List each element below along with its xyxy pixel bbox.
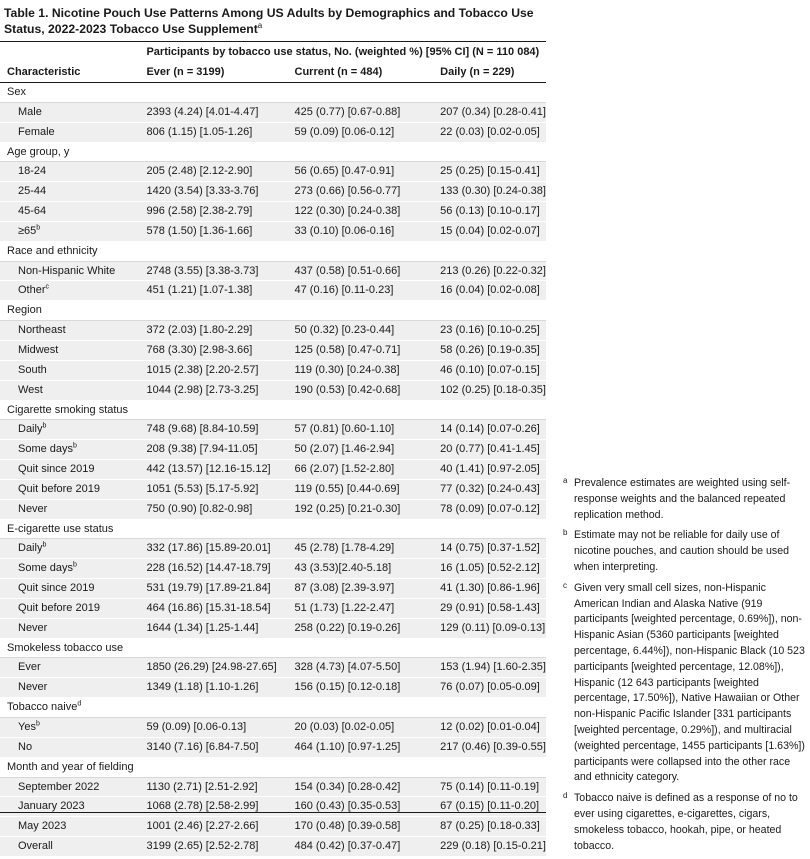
- section-row: [0, 638, 546, 658]
- row-label-text: 25-44: [18, 185, 47, 198]
- table-row: [0, 340, 546, 360]
- section-label: [0, 83, 546, 103]
- section-label: [0, 241, 546, 261]
- row-label: [0, 122, 140, 142]
- table-row: [0, 420, 546, 440]
- table-row: [0, 380, 546, 400]
- cell-ever: 1068 (2.78) [2.58-2.99]: [140, 797, 294, 817]
- table-row: [0, 479, 546, 499]
- footnote-text: Tobacco naive is defined as a response of no to ever using cigarettes, e-cigarettes, cigars, smokeless tobacco, hookah, pipe, or heated tobacco.: [574, 792, 798, 852]
- table-row: [0, 777, 546, 797]
- row-label: [0, 539, 140, 559]
- cell-ever: 1015 (2.38) [2.20-2.57]: [140, 360, 294, 380]
- row-label-text: Quit since 2019: [18, 582, 95, 595]
- row-label: [0, 579, 140, 599]
- cell-daily: 58 (0.26) [0.19-0.35]: [440, 340, 546, 360]
- footnote: [563, 476, 808, 523]
- footnote-text: Prevalence estimates are weighted using self-response weights and the balanced repeated replication method.: [574, 477, 791, 521]
- table-row: [0, 797, 546, 817]
- header-characteristic: Characteristic: [0, 62, 140, 83]
- row-label-text: Never: [18, 621, 48, 634]
- cell-ever: 1051 (5.53) [5.17-5.92]: [140, 479, 294, 499]
- row-label: [0, 440, 140, 460]
- row-label: [0, 340, 140, 360]
- row-label: [0, 499, 140, 519]
- footnote-mark: a: [563, 476, 568, 485]
- cell-ever: 464 (16.86) [15.31-18.54]: [140, 598, 294, 618]
- row-label: [0, 718, 140, 738]
- cell-ever: 750 (0.90) [0.82-0.98]: [140, 499, 294, 519]
- row-label: [0, 559, 140, 579]
- row-label-text: Ever: [18, 661, 41, 674]
- cell-ever: 1644 (1.34) [1.25-1.44]: [140, 618, 294, 638]
- table-row: [0, 837, 546, 857]
- section-label: [0, 301, 546, 321]
- cell-current: 57 (0.81) [0.60-1.10]: [295, 420, 441, 440]
- cell-current: 273 (0.66) [0.56-0.77]: [295, 182, 441, 202]
- cell-ever: 578 (1.50) [1.36-1.66]: [140, 221, 294, 241]
- footnote-mark: b: [73, 561, 77, 569]
- row-label-text: Midwest: [18, 343, 59, 356]
- cell-daily: 20 (0.77) [0.41-1.45]: [440, 440, 546, 460]
- section-label-text: Cigarette smoking status: [7, 403, 129, 416]
- cell-ever: 372 (2.03) [1.80-2.29]: [140, 321, 294, 341]
- header-row-columns: [0, 62, 546, 83]
- cell-current: 119 (0.30) [0.24-0.38]: [295, 360, 441, 380]
- cell-current: 328 (4.73) [4.07-5.50]: [295, 658, 441, 678]
- cell-ever: 2748 (3.55) [3.38-3.73]: [140, 261, 294, 281]
- cell-daily: 207 (0.34) [0.28-0.41]: [440, 102, 546, 122]
- row-label-text: No: [18, 740, 33, 753]
- footnote-mark: b: [42, 422, 47, 430]
- section-label-text: Sex: [7, 86, 26, 98]
- table-row: [0, 440, 546, 460]
- section-label-text: Smokeless tobacco use: [7, 641, 124, 654]
- cell-current: 170 (0.48) [0.39-0.58]: [295, 817, 441, 837]
- cell-current: 484 (0.42) [0.37-0.47]: [295, 837, 441, 857]
- bottom-rule: [0, 812, 546, 813]
- row-label-text: Non-Hispanic White: [18, 264, 116, 277]
- header-current: Current (n = 484): [295, 62, 441, 83]
- section-label: [0, 698, 546, 718]
- cell-current: 160 (0.43) [0.35-0.53]: [295, 797, 441, 817]
- cell-ever: 1044 (2.98) [2.73-3.25]: [140, 380, 294, 400]
- cell-current: 122 (0.30) [0.24-0.38]: [295, 202, 441, 222]
- footnote-mark: b: [42, 541, 47, 549]
- section-label-text: Tobacco naive: [7, 701, 78, 714]
- cell-daily: 29 (0.91) [0.58-1.43]: [440, 598, 546, 618]
- row-label: [0, 202, 140, 222]
- table-row: [0, 122, 546, 142]
- section-label-text: Month and year of fielding: [7, 760, 134, 773]
- cell-daily: 12 (0.02) [0.01-0.04]: [440, 718, 546, 738]
- cell-ever: 59 (0.09) [0.06-0.13]: [140, 718, 294, 738]
- section-label: [0, 757, 546, 777]
- footnote-mark: d: [563, 791, 568, 801]
- section-label-text: Race and ethnicity: [7, 244, 98, 257]
- row-label: [0, 102, 140, 122]
- table-row: [0, 579, 546, 599]
- row-label: [0, 321, 140, 341]
- cell-ever: 996 (2.58) [2.38-2.79]: [140, 202, 294, 222]
- row-label-text: ≥65: [18, 224, 37, 237]
- row-label: [0, 479, 140, 499]
- cell-daily: 46 (0.10) [0.07-0.15]: [440, 360, 546, 380]
- footnote-mark: c: [563, 580, 567, 590]
- row-label-text: Yes: [18, 721, 36, 733]
- row-label-text: Male: [18, 105, 42, 118]
- cell-current: 47 (0.16) [0.11-0.23]: [295, 281, 441, 301]
- cell-daily: 40 (1.41) [0.97-2.05]: [440, 460, 546, 480]
- row-label: [0, 797, 140, 817]
- header-daily: Daily (n = 229): [440, 62, 546, 83]
- footnote: [563, 581, 808, 786]
- table-row: [0, 817, 546, 837]
- cell-daily: 78 (0.09) [0.07-0.12]: [440, 499, 546, 519]
- row-label-text: Some days: [18, 562, 74, 575]
- cell-daily: 129 (0.11) [0.09-0.13]: [440, 618, 546, 638]
- footnote-mark: b: [36, 224, 41, 232]
- row-label-text: 45-64: [18, 205, 47, 218]
- cell-ever: 2393 (4.24) [4.01-4.47]: [140, 102, 294, 122]
- cell-current: 50 (2.07) [1.46-2.94]: [295, 440, 441, 460]
- cell-current: 87 (3.08) [2.39-3.97]: [295, 579, 441, 599]
- cell-current: 119 (0.55) [0.44-0.69]: [295, 479, 441, 499]
- cell-daily: 77 (0.32) [0.24-0.43]: [440, 479, 546, 499]
- table-row: [0, 321, 546, 341]
- table-row: [0, 281, 546, 301]
- cell-ever: 768 (3.30) [2.98-3.66]: [140, 340, 294, 360]
- table-row: [0, 618, 546, 638]
- row-label: [0, 182, 140, 202]
- cell-ever: 205 (2.48) [2.12-2.90]: [140, 162, 294, 182]
- table-row: [0, 678, 546, 698]
- cell-current: 59 (0.09) [0.06-0.12]: [295, 122, 441, 142]
- cell-ever: 442 (13.57) [12.16-15.12]: [140, 460, 294, 480]
- row-label-text: West: [18, 383, 43, 396]
- cell-ever: 1349 (1.18) [1.10-1.26]: [140, 678, 294, 698]
- cell-daily: 14 (0.75) [0.37-1.52]: [440, 539, 546, 559]
- cell-daily: 153 (1.94) [1.60-2.35]: [440, 658, 546, 678]
- section-row: [0, 83, 546, 103]
- data-table: [0, 43, 546, 857]
- top-rule: [0, 41, 546, 42]
- cell-current: 20 (0.03) [0.02-0.05]: [295, 718, 441, 738]
- cell-current: 190 (0.53) [0.42-0.68]: [295, 380, 441, 400]
- footnote-mark: c: [45, 283, 50, 291]
- cell-ever: 451 (1.21) [1.07-1.38]: [140, 281, 294, 301]
- cell-ever: 3140 (7.16) [6.84-7.50]: [140, 737, 294, 757]
- footnote-text: Estimate may not be reliable for daily use of nicotine pouches, and caution should be used when interpreting.: [574, 529, 789, 573]
- cell-daily: 22 (0.03) [0.02-0.05]: [440, 122, 546, 142]
- row-label: [0, 678, 140, 698]
- row-label-text: Other: [18, 284, 46, 297]
- table-row: [0, 261, 546, 281]
- cell-daily: 56 (0.13) [0.10-0.17]: [440, 202, 546, 222]
- table-row: [0, 162, 546, 182]
- table-row: [0, 718, 546, 738]
- footnote-mark: b: [73, 442, 77, 450]
- row-label-text: Daily: [18, 542, 43, 555]
- row-label: [0, 777, 140, 797]
- table-row: [0, 559, 546, 579]
- row-label-text: Never: [18, 502, 48, 515]
- row-label: [0, 261, 140, 281]
- row-label: [0, 817, 140, 837]
- row-label: [0, 598, 140, 618]
- cell-current: 154 (0.34) [0.28-0.42]: [295, 777, 441, 797]
- row-label-text: May 2023: [18, 820, 67, 833]
- cell-daily: 25 (0.25) [0.15-0.41]: [440, 162, 546, 182]
- row-label-text: Daily: [18, 423, 43, 436]
- table-row: [0, 182, 546, 202]
- footnote-mark: d: [77, 700, 82, 708]
- table-body: [0, 83, 546, 857]
- cell-ever: 806 (1.15) [1.05-1.26]: [140, 122, 294, 142]
- cell-ever: 1420 (3.54) [3.33-3.76]: [140, 182, 294, 202]
- row-label: [0, 658, 140, 678]
- table-title: Table 1. Nicotine Pouch Use Patterns Among US Adults by Demographics and Tobacco Use Status, 2022-2023 Tobacco Use Supplement$^a$: [4, 6, 534, 36]
- header-row-span: [0, 43, 546, 62]
- cell-ever: 1130 (2.71) [2.51-2.92]: [140, 777, 294, 797]
- table-row: [0, 102, 546, 122]
- footnote-mark: b: [35, 720, 40, 728]
- cell-ever: 3199 (2.65) [2.52-2.78]: [140, 837, 294, 857]
- row-label: [0, 281, 140, 301]
- section-label-text: Age group, y: [7, 145, 70, 158]
- row-label-text: Northeast: [18, 324, 66, 337]
- cell-current: 437 (0.58) [0.51-0.66]: [295, 261, 441, 281]
- cell-current: 125 (0.58) [0.47-0.71]: [295, 340, 441, 360]
- section-label: [0, 400, 546, 420]
- cell-ever: 332 (17.86) [15.89-20.01]: [140, 539, 294, 559]
- cell-daily: 41 (1.30) [0.86-1.96]: [440, 579, 546, 599]
- section-label-text: Region: [7, 304, 42, 317]
- cell-daily: 67 (0.15) [0.11-0.20]: [440, 797, 546, 817]
- row-label-text: South: [18, 363, 47, 376]
- table-row: [0, 658, 546, 678]
- cell-daily: 15 (0.04) [0.02-0.07]: [440, 221, 546, 241]
- row-label: [0, 618, 140, 638]
- section-row: [0, 698, 546, 718]
- footnote-mark: b: [563, 528, 568, 538]
- section-row: [0, 400, 546, 420]
- row-label-text: January 2023: [18, 800, 85, 813]
- row-label-text: Overall: [18, 840, 53, 853]
- cell-ever: 208 (9.38) [7.94-11.05]: [140, 440, 294, 460]
- header-empty: [0, 43, 140, 62]
- section-label: [0, 142, 546, 162]
- footnote: [563, 791, 808, 854]
- row-label-text: Quit since 2019: [18, 463, 95, 476]
- row-label-text: Quit before 2019: [18, 601, 100, 614]
- section-row: [0, 241, 546, 261]
- table-row: [0, 539, 546, 559]
- row-label: [0, 380, 140, 400]
- cell-daily: 75 (0.14) [0.11-0.19]: [440, 777, 546, 797]
- cell-current: 45 (2.78) [1.78-4.29]: [295, 539, 441, 559]
- row-label: [0, 837, 140, 857]
- table-row: [0, 202, 546, 222]
- cell-current: 156 (0.15) [0.12-0.18]: [295, 678, 441, 698]
- row-label: [0, 460, 140, 480]
- header-ever: Ever (n = 3199): [140, 62, 294, 83]
- row-label-text: Quit before 2019: [18, 482, 100, 495]
- table-row: [0, 221, 546, 241]
- row-label: [0, 420, 140, 440]
- footnote: [563, 528, 808, 575]
- cell-daily: 76 (0.07) [0.05-0.09]: [440, 678, 546, 698]
- table-row: [0, 460, 546, 480]
- cell-current: 51 (1.73) [1.22-2.47]: [295, 598, 441, 618]
- row-label: [0, 360, 140, 380]
- cell-daily: 87 (0.25) [0.18-0.33]: [440, 817, 546, 837]
- row-label-text: Female: [18, 125, 55, 138]
- cell-daily: 102 (0.25) [0.18-0.35]: [440, 380, 546, 400]
- section-label-text: E-cigarette use status: [7, 522, 114, 535]
- cell-daily: 23 (0.16) [0.10-0.25]: [440, 321, 546, 341]
- cell-current: 50 (0.32) [0.23-0.44]: [295, 321, 441, 341]
- cell-daily: 16 (0.04) [0.02-0.08]: [440, 281, 546, 301]
- row-label: [0, 737, 140, 757]
- section-row: [0, 519, 546, 539]
- cell-current: 258 (0.22) [0.19-0.26]: [295, 618, 441, 638]
- cell-daily: 133 (0.30) [0.24-0.38]: [440, 182, 546, 202]
- table-row: [0, 360, 546, 380]
- cell-ever: 1001 (2.46) [2.27-2.66]: [140, 817, 294, 837]
- footnote-text: Given very small cell sizes, non-Hispanic American Indian and Alaska Native (919 participants [weighted percentage, 0.69%]), non-Hispanic Asian (5360 participants [weighted percentage, 6.44%]), non-Hispanic Black (10 523 participants [weighted percentage, 12.08%]), Hispanic (12 643 participants [weighted percentage, 17.50%]), Native Hawaiian or Other non-Hispanic Pacific Islander [331 participants [weighted percentage, 0.29%]), and multiracial (weighted percentage, 1455 participants [1.63%]) participants were collapsed into the other race and ethnicity category.: [574, 581, 805, 784]
- cell-daily: 213 (0.26) [0.22-0.32]: [440, 261, 546, 281]
- section-row: [0, 142, 546, 162]
- cell-ever: 228 (16.52) [14.47-18.79]: [140, 559, 294, 579]
- row-label-text: Some days: [18, 443, 74, 456]
- row-label: [0, 162, 140, 182]
- cell-daily: 217 (0.46) [0.39-0.55]: [440, 737, 546, 757]
- row-label: [0, 221, 140, 241]
- cell-daily: 229 (0.18) [0.15-0.21]: [440, 837, 546, 857]
- cell-current: 464 (1.10) [0.97-1.25]: [295, 737, 441, 757]
- section-label: [0, 519, 546, 539]
- cell-current: 66 (2.07) [1.52-2.80]: [295, 460, 441, 480]
- section-row: [0, 301, 546, 321]
- section-row: [0, 757, 546, 777]
- title-footnote-mark: a: [257, 20, 263, 30]
- cell-ever: 531 (19.79) [17.89-21.84]: [140, 579, 294, 599]
- cell-current: 56 (0.65) [0.47-0.91]: [295, 162, 441, 182]
- table-row: [0, 499, 546, 519]
- table-row: [0, 737, 546, 757]
- header-span: Participants by tobacco use status, No. (weighted %) [95% CI] (N = 110 084): [146, 46, 540, 58]
- cell-ever: 748 (9.68) [8.84-10.59]: [140, 420, 294, 440]
- row-label-text: Never: [18, 681, 48, 694]
- row-label-text: September 2022: [18, 780, 100, 793]
- section-label: [0, 638, 546, 658]
- cell-current: 425 (0.77) [0.67-0.88]: [295, 102, 441, 122]
- cell-ever: 1850 (26.29) [24.98-27.65]: [140, 658, 294, 678]
- cell-current: 33 (0.10) [0.06-0.16]: [295, 221, 441, 241]
- cell-current: 192 (0.25) [0.21-0.30]: [295, 499, 441, 519]
- cell-daily: 16 (1.05) [0.52-2.12]: [440, 559, 546, 579]
- cell-daily: 14 (0.14) [0.07-0.26]: [440, 420, 546, 440]
- footnotes: [563, 476, 808, 859]
- cell-current: 43 (3.53)[2.40-5.18]: [295, 559, 441, 579]
- row-label-text: 18-24: [18, 165, 47, 178]
- table-row: [0, 598, 546, 618]
